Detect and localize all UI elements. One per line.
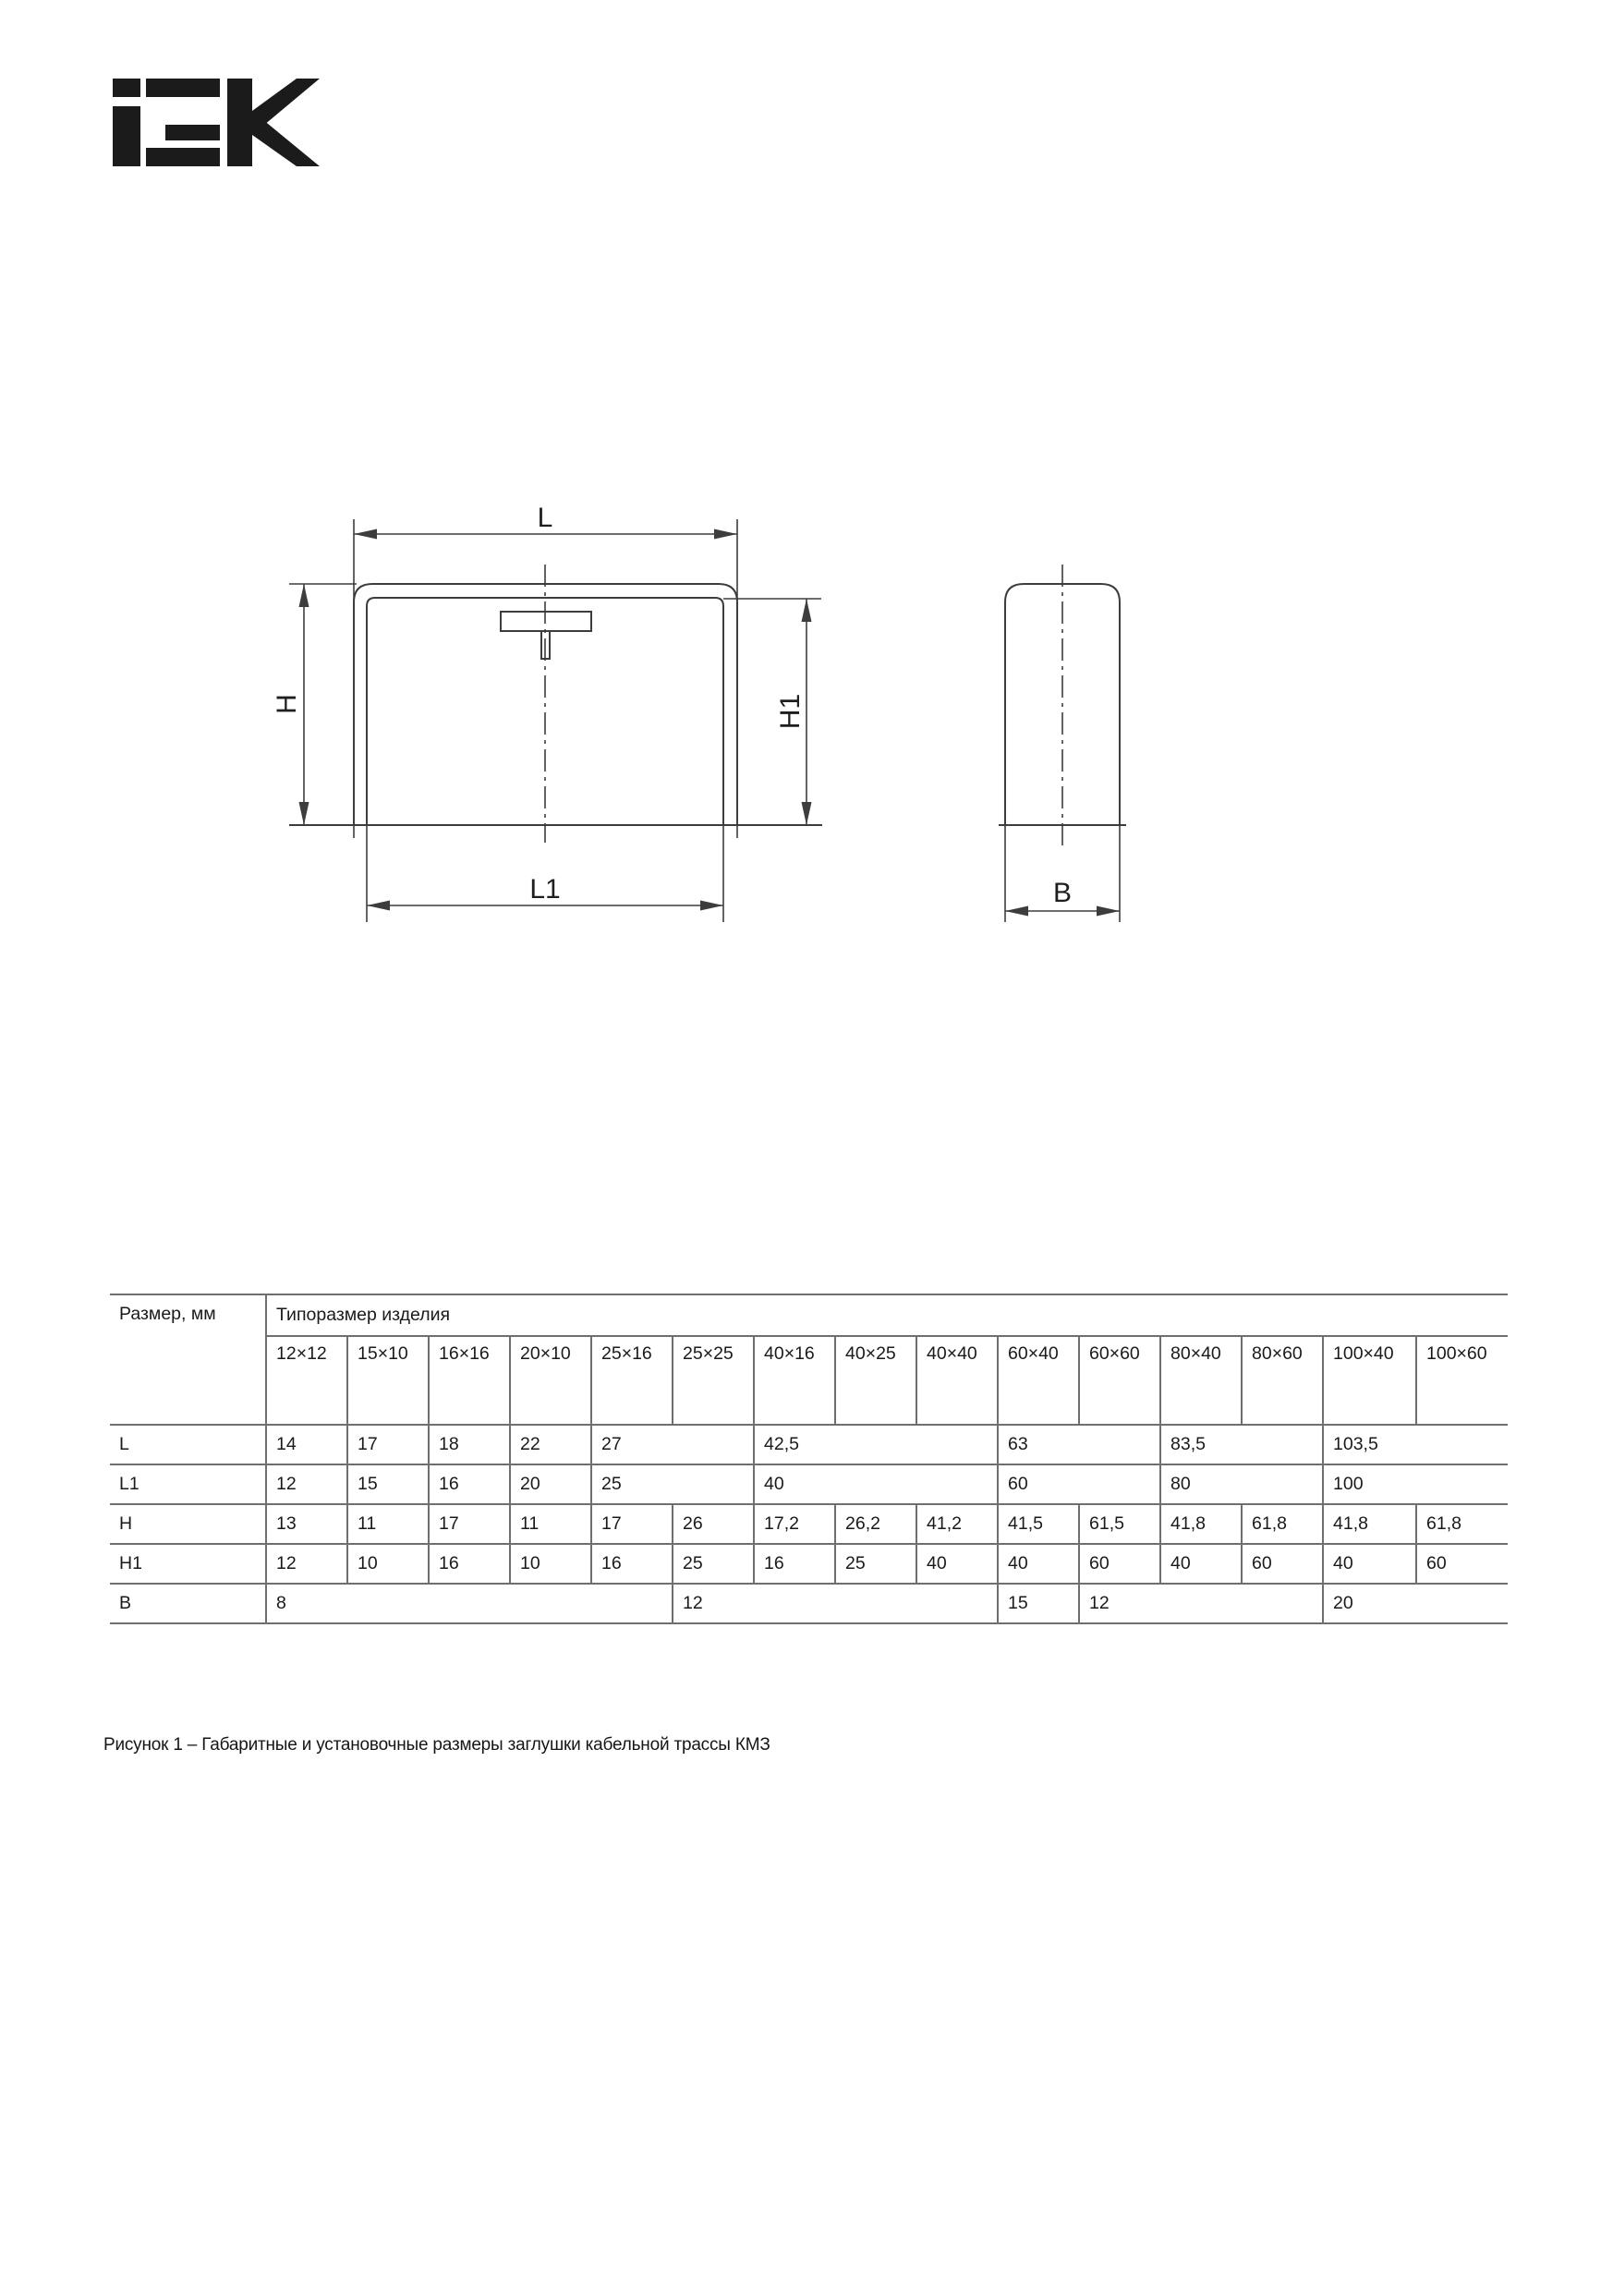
corner-header: Размер, мм: [110, 1294, 266, 1425]
table-row: [110, 1464, 1508, 1504]
table-row: [110, 1584, 1508, 1623]
row-label: L1: [110, 1464, 266, 1504]
table-header-row-main: [110, 1294, 1508, 1336]
size-column-header: 15×10: [347, 1336, 429, 1425]
row-label: H1: [110, 1544, 266, 1584]
dimension-cell: 40: [1160, 1544, 1242, 1584]
dimension-cell: 41,5: [998, 1504, 1079, 1544]
size-column-header: 12×12: [266, 1336, 347, 1425]
dimension-cell: 26: [673, 1504, 754, 1544]
front-view: [289, 584, 822, 825]
dim-label-l1: L1: [529, 874, 561, 905]
dimensions-table: [110, 1294, 1508, 1624]
l1-arrow-right: [700, 901, 723, 911]
latch-slot-stem: [541, 631, 550, 659]
dimension-cell: 15: [998, 1584, 1079, 1623]
h1-arrow-top: [802, 599, 812, 622]
dimension-cell: 40: [998, 1544, 1079, 1584]
dimension-cell: 40: [754, 1464, 998, 1504]
dim-label-h: H: [272, 694, 302, 714]
dimension-cell: 100: [1323, 1464, 1508, 1504]
logo-k-stem: [227, 79, 252, 166]
size-column-header: 40×40: [916, 1336, 998, 1425]
logo-e-bottom-bar: [146, 148, 220, 166]
dimension-cell: 17: [429, 1504, 510, 1544]
table-row: [110, 1425, 1508, 1464]
dimension-cell: 25: [835, 1544, 916, 1584]
l-arrow-right: [714, 529, 737, 540]
dimension-cell: 12: [1079, 1584, 1323, 1623]
h1-arrow-bottom: [802, 802, 812, 825]
latch-slot-bar: [501, 612, 591, 631]
dimension-cell: 18: [429, 1425, 510, 1464]
dimension-cell: 60: [1079, 1544, 1160, 1584]
dim-label-b: B: [1052, 878, 1073, 908]
table-row: [110, 1504, 1508, 1544]
dimension-cell: 12: [266, 1544, 347, 1584]
size-column-header: 25×16: [591, 1336, 673, 1425]
dimension-cell: 16: [429, 1464, 510, 1504]
dimension-cell: 40: [1323, 1544, 1416, 1584]
dimension-cell: 16: [754, 1544, 835, 1584]
side-view: [999, 565, 1126, 922]
size-column-header: 40×16: [754, 1336, 835, 1425]
arrowheads: [299, 529, 1121, 917]
size-column-header: 80×40: [1160, 1336, 1242, 1425]
size-column-header: 25×25: [673, 1336, 754, 1425]
dimension-cell: 25: [673, 1544, 754, 1584]
dimension-cell: 17,2: [754, 1504, 835, 1544]
dimension-cell: 42,5: [754, 1425, 998, 1464]
dimension-cell: 25: [591, 1464, 754, 1504]
group-header: Типоразмер изделия: [266, 1294, 1508, 1336]
dimension-cell: 16: [429, 1544, 510, 1584]
dimension-cell: 61,8: [1242, 1504, 1323, 1544]
table-header-row-sizes: [110, 1336, 1508, 1425]
dimension-cell: 11: [347, 1504, 429, 1544]
logo-i-stem: [113, 106, 140, 166]
dimension-cell: 60: [998, 1464, 1160, 1504]
dimension-cell: 41,8: [1160, 1504, 1242, 1544]
dimension-cell: 22: [510, 1425, 591, 1464]
row-label: B: [110, 1584, 266, 1623]
h-arrow-bottom: [299, 802, 309, 825]
size-column-header: 100×60: [1416, 1336, 1508, 1425]
dimension-cell: 15: [347, 1464, 429, 1504]
dimension-cell: 8: [266, 1584, 673, 1623]
dimension-cell: 61,8: [1416, 1504, 1508, 1544]
dimension-cell: 61,5: [1079, 1504, 1160, 1544]
dimension-cell: 20: [510, 1464, 591, 1504]
row-label: L: [110, 1425, 266, 1464]
dimension-cell: 17: [591, 1504, 673, 1544]
size-column-header: 20×10: [510, 1336, 591, 1425]
size-column-header: 60×40: [998, 1336, 1079, 1425]
dimension-cell: 16: [591, 1544, 673, 1584]
dimension-cell: 26,2: [835, 1504, 916, 1544]
front-inner-outline: [367, 598, 723, 825]
dimension-cell: 12: [266, 1464, 347, 1504]
size-column-header: 40×25: [835, 1336, 916, 1425]
row-label: H: [110, 1504, 266, 1544]
dimension-cell: 60: [1242, 1544, 1323, 1584]
dimension-cell: 14: [266, 1425, 347, 1464]
dimension-lines: [289, 519, 821, 922]
front-outer-outline: [354, 584, 737, 825]
logo-k-upper-arm: [252, 79, 320, 135]
dimension-cell: 40: [916, 1544, 998, 1584]
dimension-cell: 103,5: [1323, 1425, 1508, 1464]
dimension-cell: 27: [591, 1425, 754, 1464]
dimension-cell: 20: [1323, 1584, 1508, 1623]
size-column-header: 100×40: [1323, 1336, 1416, 1425]
b-arrow-right: [1097, 906, 1120, 917]
table-body: [110, 1425, 1508, 1623]
dimension-cell: 10: [510, 1544, 591, 1584]
dimension-cell: 60: [1416, 1544, 1508, 1584]
dimension-cell: 41,8: [1323, 1504, 1416, 1544]
dimension-cell: 11: [510, 1504, 591, 1544]
figure-caption: Рисунок 1 – Габаритные и установочные размеры заглушки кабельной трассы КМЗ: [103, 1735, 770, 1755]
table-row: [110, 1544, 1508, 1584]
l1-arrow-left: [367, 901, 390, 911]
dimension-cell: 10: [347, 1544, 429, 1584]
side-outline: [1005, 584, 1120, 825]
h-arrow-top: [299, 584, 309, 607]
b-arrow-left: [1005, 906, 1028, 917]
logo-e-top-bar: [146, 79, 220, 97]
dimension-cell: 83,5: [1160, 1425, 1323, 1464]
size-column-header: 60×60: [1079, 1336, 1160, 1425]
l-arrow-left: [354, 529, 377, 540]
logo-i-dot: [113, 79, 140, 97]
logo-k-lower-arm: [252, 111, 320, 166]
dim-label-l: L: [537, 503, 553, 533]
dimension-cell: 13: [266, 1504, 347, 1544]
size-column-header: 16×16: [429, 1336, 510, 1425]
dim-label-h1: H1: [775, 693, 806, 730]
dimension-cell: 41,2: [916, 1504, 998, 1544]
iek-logo: [113, 79, 320, 166]
dimension-cell: 12: [673, 1584, 998, 1623]
logo-e-mid-bar: [165, 125, 220, 140]
dimension-cell: 63: [998, 1425, 1160, 1464]
dimension-cell: 80: [1160, 1464, 1323, 1504]
dimension-cell: 17: [347, 1425, 429, 1464]
size-column-header: 80×60: [1242, 1336, 1323, 1425]
